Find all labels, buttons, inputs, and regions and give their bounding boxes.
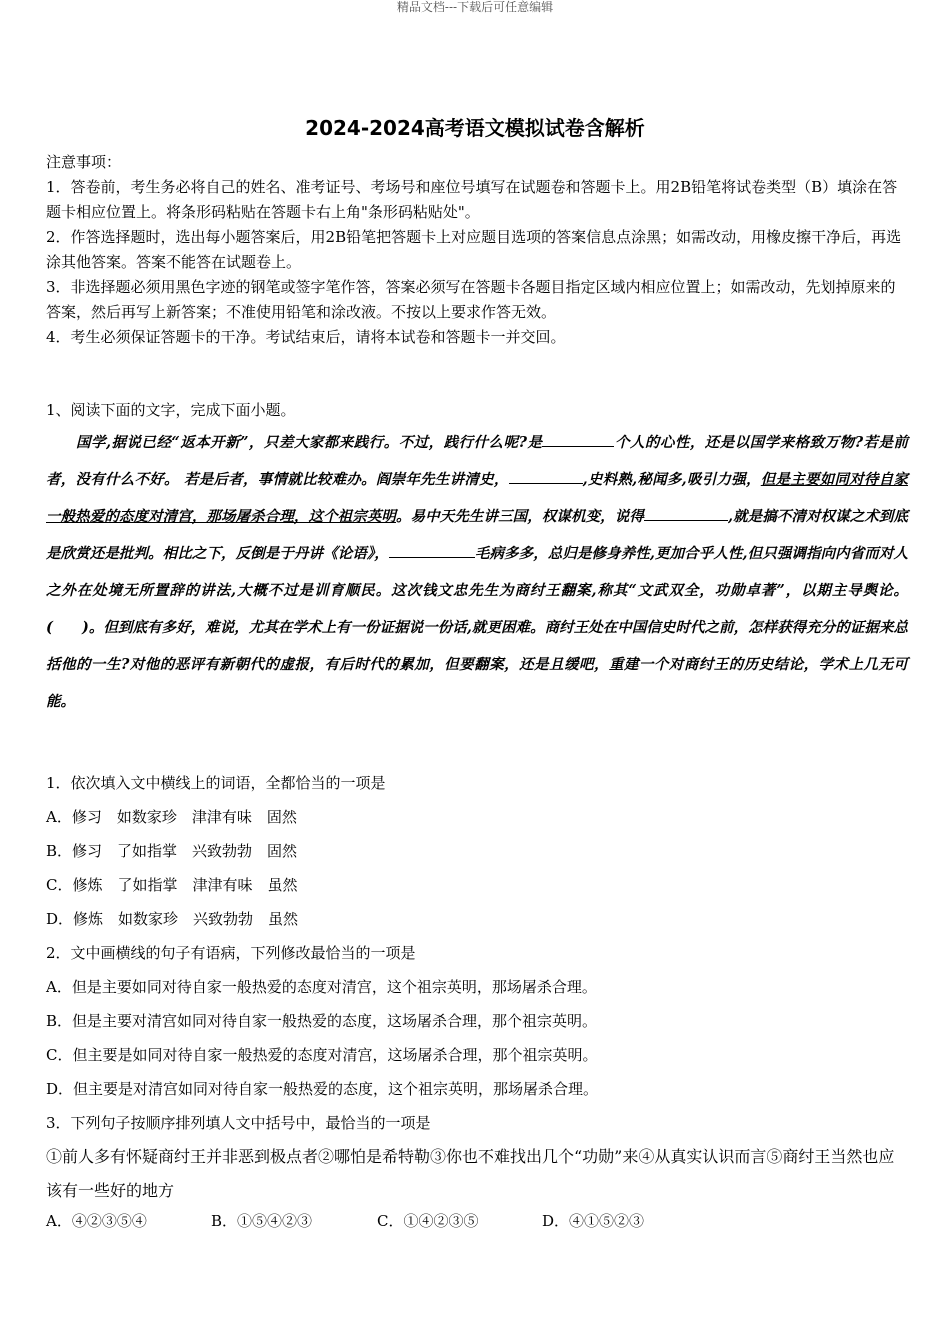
passage-text: 国学,据说已经“返本开新”，只差大家都来践行。不过，践行什么呢?是 (76, 434, 543, 451)
underlined-sentence: 但是主要如同对待自家一般热爱的态度对清宫，那场屠杀合理，这个祖宗英明 (46, 471, 908, 525)
question-option: D．但主要是对清宫如同对待自家一般热爱的态度，这个祖宗英明，那场屠杀合理。 (46, 1080, 599, 1098)
page-header: 精品文档---下载后可任意编辑 (396, 0, 554, 14)
notice-item: 3．非选择题必须用黑色字迹的钢笔或签字笔作答，答案必须写在答题卡各题目指定区域内相应位置上；如需改动，先划掉原来的答案，然后再写上新答案；不准使用铅笔和涂改液。不按以上要求作答无效。 (46, 278, 896, 321)
question-stem: 1．依次填入文中横线上的词语，全都恰当的一项是 (46, 774, 386, 792)
notice-item: 2．作答选择题时，选出每小题答案后，用2B铅笔把答题卡上对应题目选项的答案信息点涂黑；如需改动，用橡皮擦干净后，再选涂其他答案。答案不能答在试题卷上。 (46, 228, 902, 271)
question-option: A．但是主要如同对待自家一般热爱的态度对清宫，这个祖宗英明，那场屠杀合理。 (46, 978, 597, 996)
passage-text: 毛病多多，总归是修身养性,更加合乎人性,但只强调指向内省而对人之外在处境无所置辞的讲法,大概不过是训育顺民。这次钱文忠先生为商纣王翻案,称其“文武双全，功勋卓著”，以期主导舆论。( )。但到底有多好，难说，尤其在学术上有一份证据说一份话,就更困难。商纣王处在中国信史时代之前，怎样获得充分的证据来总括他的一生?对他的恶评有新朝代的虚报，有后时代的累加，但要翻案，还是且缓吧，重建一个对商纣王的历史结论，学术上几无可能。 (46, 545, 908, 710)
notice-item: 1．答卷前，考生务必将自己的姓名、准考证号、考场号和座位号填写在试题卷和答题卡上。用2B铅笔将试卷类型（B）填涂在答题卡相应位置上。将条形码粘贴在答题卡右上角"条形码粘贴处"。 (46, 178, 898, 221)
question-3 (46, 1106, 908, 1208)
passage-text: ,就是搞不清对权谋之术到底是欣赏还是批判。相比之下，反倒是于丹讲《论语》， (46, 508, 908, 562)
passage-text: 个人的心性，还是以国学来格致万物?若是前者，没有什么不好。 若是后者，事情就比较难办。阎崇年先生讲清史， (46, 434, 908, 488)
question-option: A．修习 如数家珍 津津有味 固然 (46, 808, 297, 826)
question-option: C．修炼 了如指掌 津津有味 虽然 (46, 876, 298, 894)
reading-passage (46, 424, 908, 720)
notices-section (46, 150, 908, 350)
question-option: C．但主要是如同对待自家一般热爱的态度对清宫，这场屠杀合理，那个祖宗英明。 (46, 1046, 598, 1064)
question-body: ①前人多有怀疑商纣王并非恶到极点者②哪怕是希特勒③你也不难找出几个“功勋”来④从真实认识而言⑤商纣王当然也应该有一些好的地方 (46, 1147, 895, 1200)
question-option: B．修习 了如指掌 兴致勃勃 固然 (46, 842, 298, 860)
question-1 (46, 766, 908, 936)
question-option: D．④①⑤②③ (542, 1212, 645, 1230)
question-option: D．修炼 如数家珍 兴致勃勃 虽然 (46, 910, 299, 928)
question-stem: 2．文中画横线的句子有语病，下列修改最恰当的一项是 (46, 944, 416, 962)
question-option: A．④②③⑤④ (46, 1212, 147, 1230)
question-stem: 3．下列句子按顺序排列填人文中括号中，最恰当的一项是 (46, 1114, 431, 1132)
fill-blank (389, 541, 475, 558)
passage-text: 。易中天先生讲三国，权谋机变，说得 (396, 508, 644, 525)
question-2 (46, 936, 908, 1106)
question-option: C．①④②③⑤ (377, 1212, 479, 1230)
fill-blank (644, 504, 728, 521)
question-option: B．但是主要对清宫如同对待自家一般热爱的态度，这场屠杀合理，那个祖宗英明。 (46, 1012, 598, 1030)
notice-item: 4．考生必须保证答题卡的干净。考试结束后，请将本试卷和答题卡一并交回。 (46, 328, 566, 346)
fill-blank (509, 467, 583, 484)
question-option: B．①⑤④②③ (211, 1212, 313, 1230)
section-heading: 1、阅读下面的文字，完成下面小题。 (46, 401, 296, 419)
passage-text: ,史料熟,秘闻多,吸引力强， (582, 471, 761, 488)
notices-heading: 注意事项： (46, 153, 122, 171)
document-title: 2024-2024高考语文模拟试卷含解析 (305, 116, 645, 140)
fill-blank (542, 430, 614, 447)
